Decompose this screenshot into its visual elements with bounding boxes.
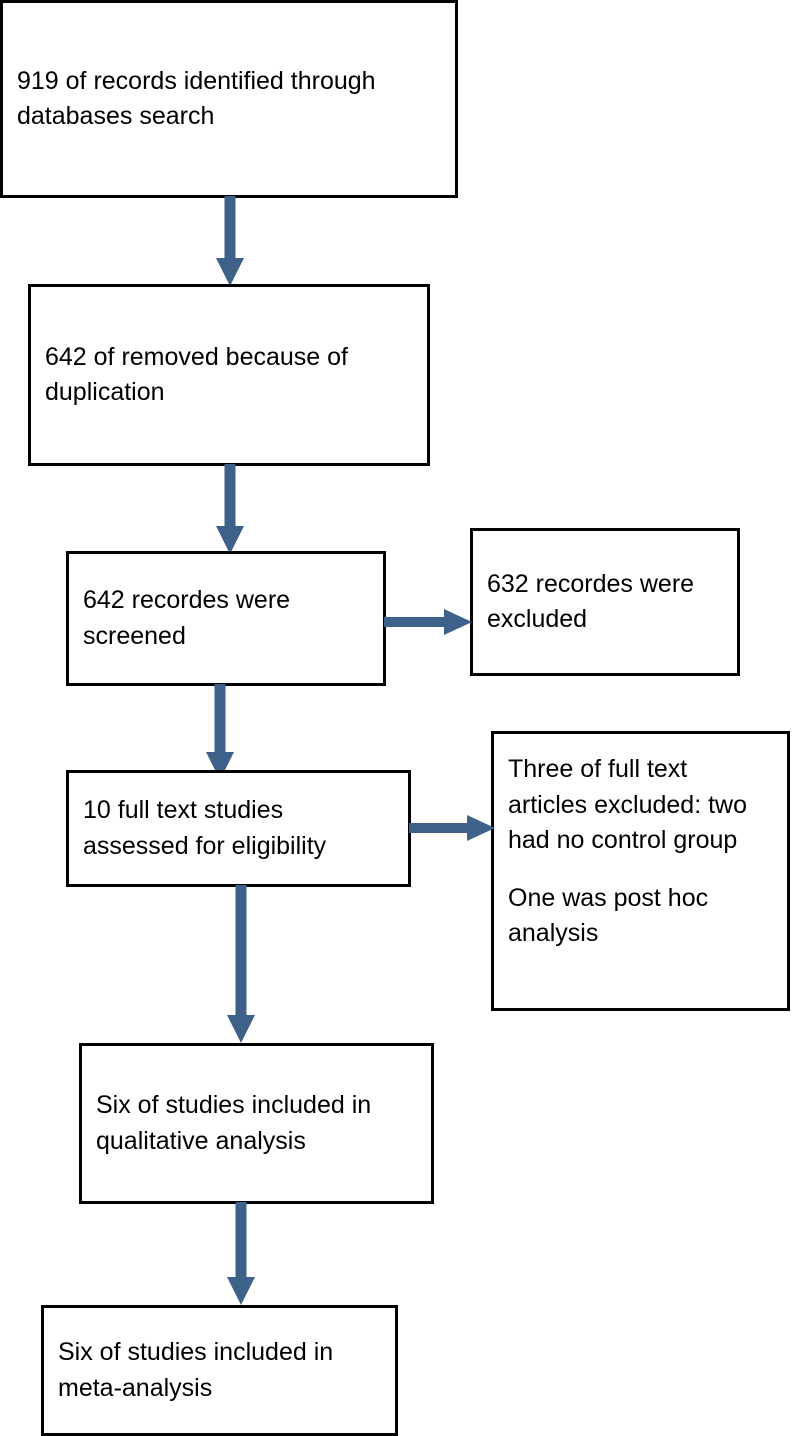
records-screened-box	[66, 551, 386, 686]
arrow-qualitative-to-meta	[224, 1202, 258, 1307]
arrow-fulltext-to-fulltext-excluded	[409, 812, 499, 844]
full-text-assessed-box	[66, 770, 411, 887]
meta-analysis-box	[41, 1305, 398, 1436]
arrow-duplicates-to-screened	[213, 464, 247, 556]
full-text-assessed-text: 10 full text studies assessed for eligibility	[83, 796, 327, 860]
arrow-identified-to-duplicates	[213, 196, 247, 288]
qualitative-analysis-box	[79, 1043, 434, 1204]
full-text-excluded-box	[491, 731, 790, 1011]
records-excluded-text: 632 recordes were excluded	[487, 569, 695, 633]
full-text-excluded-text-secondary: One was post hoc analysis	[508, 883, 709, 947]
duplicates-removed-box	[28, 284, 430, 466]
duplicates-removed-text: 642 of removed because of duplication	[45, 342, 348, 406]
records-identified-text: 919 of records identified through databases search	[17, 66, 376, 130]
meta-analysis-text: Six of studies included in meta-analysis	[58, 1338, 334, 1402]
records-identified-box	[0, 0, 458, 198]
arrow-screened-to-excluded	[384, 606, 474, 638]
arrow-fulltext-to-qualitative	[224, 885, 258, 1045]
records-excluded-box	[470, 528, 740, 676]
qualitative-analysis-text: Six of studies included in qualitative analysis	[96, 1091, 372, 1155]
records-screened-text: 642 recordes were screened	[83, 586, 291, 650]
arrow-screened-to-fulltext	[203, 684, 237, 782]
full-text-excluded-text-primary: Three of full text articles excluded: two had no control group	[508, 755, 748, 854]
